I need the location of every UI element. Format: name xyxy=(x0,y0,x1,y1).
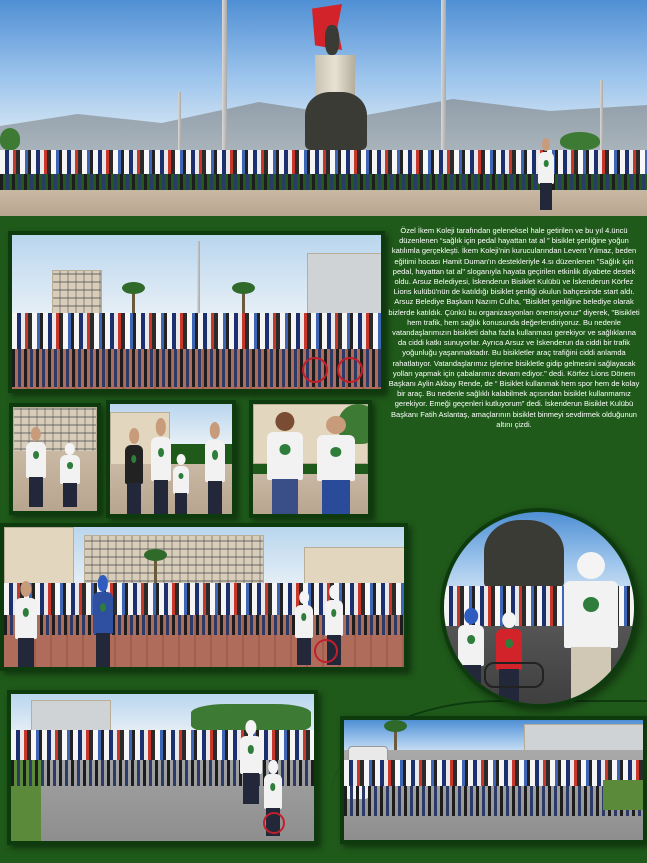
crowd-of-cyclists xyxy=(12,313,381,349)
tree xyxy=(560,132,600,150)
man-in-vest xyxy=(202,422,228,516)
monument-statues xyxy=(305,92,367,150)
lamp-pole xyxy=(600,80,603,150)
crowd-of-cyclists xyxy=(344,760,643,786)
monument-statues xyxy=(484,520,564,590)
tree xyxy=(0,128,20,150)
photo-cyclists-on-street xyxy=(340,716,647,844)
child-with-helmet xyxy=(454,608,488,698)
child-with-helmet xyxy=(170,454,192,516)
man-in-vest xyxy=(311,416,361,518)
crowd-legs-bikes xyxy=(344,786,643,816)
lamp-pole xyxy=(441,0,446,150)
man-with-helmet-in-vest xyxy=(556,552,626,702)
crowd-of-cyclists xyxy=(11,730,314,760)
child-with-helmet xyxy=(492,612,526,702)
photo-group-in-square xyxy=(8,231,385,393)
photo-children-cycling xyxy=(9,403,101,515)
grass-verge xyxy=(603,780,643,810)
building xyxy=(31,700,111,734)
monument-statue-top xyxy=(325,25,339,55)
article-paragraph: Özel İkem Koleji tarafından geleneksel hale getirilen ve bu yıl 4.üncü düzenlenen “sağlık için pedal hayattan tat al ” bisiklet şenliğine yoğun katılımla gerçekleşti. İkem Koleji'nin kurucularından Levent Yılmaz, beden eğitimi hocası Hamit Duman'ın destekleriyle 4.sı düzenlenen "Sağlık için pedal, hayattan tat al" sloganıyla hayata geçirilen etkinlik diyabete destek oldu. Arsuz Belediyesi, İskenderun Bisiklet Kulübü ve İskenderun Körfez Lions kulübü'nün de katıldığı bisiklet şenliği okulun bahçesinde start aldı. Arsuz Belediye Başkanı Nazım Culha, "Bisiklet şenliğine belediye olarak bizlerde katıldık. Çünkü bu organizasyonları önemsiyoruz" diyerek, "Bisikleti hem trafik, hem sağlık konusunda değerlendiriyoruz. Bu nedenle vatandaşlarımızın bisikleti daha fazla kullanması gerekiyor ve sağlıklarına da ciddi katkı sunuyorlar. Ayrıca Arsuz ve İskenderun da ciddi bir trafik yoğunluğu yaşanmaktadır. Bu bisikletler araç trafiğini ciddi anlamda rahatlatıyor. Vatandaşlarımız işlerine bisikletle gidip gelmesini sağlayacak yolları yapmak için çabalarımız devam ediyor." dedi. Körfez Lions Dönem Başkanı Aylin Akbay Rende, de “ Bisiklet kullanmak hem spor hem de kolay bir araç. Bu nedenle sağlıklı kalabilmek açısından bisiklet kullanmamız gerekiyor. Emeği geçenleri kutluyorum” dedi. İskenderun Bisiklet Kulübü Başkanı Fatih Aslantaş, amaçlarının bisiklet binmeyi sevdirmek olduğunun altını çizdi. xyxy=(388,226,640,429)
child-cyclist xyxy=(292,591,316,665)
bicycle-wheel xyxy=(337,357,363,383)
child-with-helmet xyxy=(57,443,83,507)
person-in-vest xyxy=(12,581,40,671)
man-with-bike xyxy=(23,427,49,507)
photo-family-group xyxy=(106,400,236,518)
woman-standing xyxy=(122,428,146,516)
lamp-pole xyxy=(222,0,227,160)
person-standing xyxy=(536,138,556,210)
bicycle-wheel xyxy=(314,639,338,663)
bicycle-handlebar xyxy=(484,662,544,688)
photo-circle-cyclists-at-monument xyxy=(440,508,638,708)
woman-in-vest xyxy=(261,412,309,518)
hero-photo-monument-crowd xyxy=(0,0,647,216)
article-text xyxy=(388,226,640,430)
bicycle-wheel xyxy=(263,812,285,834)
photo-couple-in-vests xyxy=(249,400,372,518)
cyclist-with-helmet xyxy=(90,575,116,667)
lamp-pole xyxy=(178,92,181,152)
photo-cyclists-on-road xyxy=(7,690,318,845)
photo-cyclists-gathering xyxy=(0,523,408,671)
bicycle-wheel xyxy=(302,357,328,383)
